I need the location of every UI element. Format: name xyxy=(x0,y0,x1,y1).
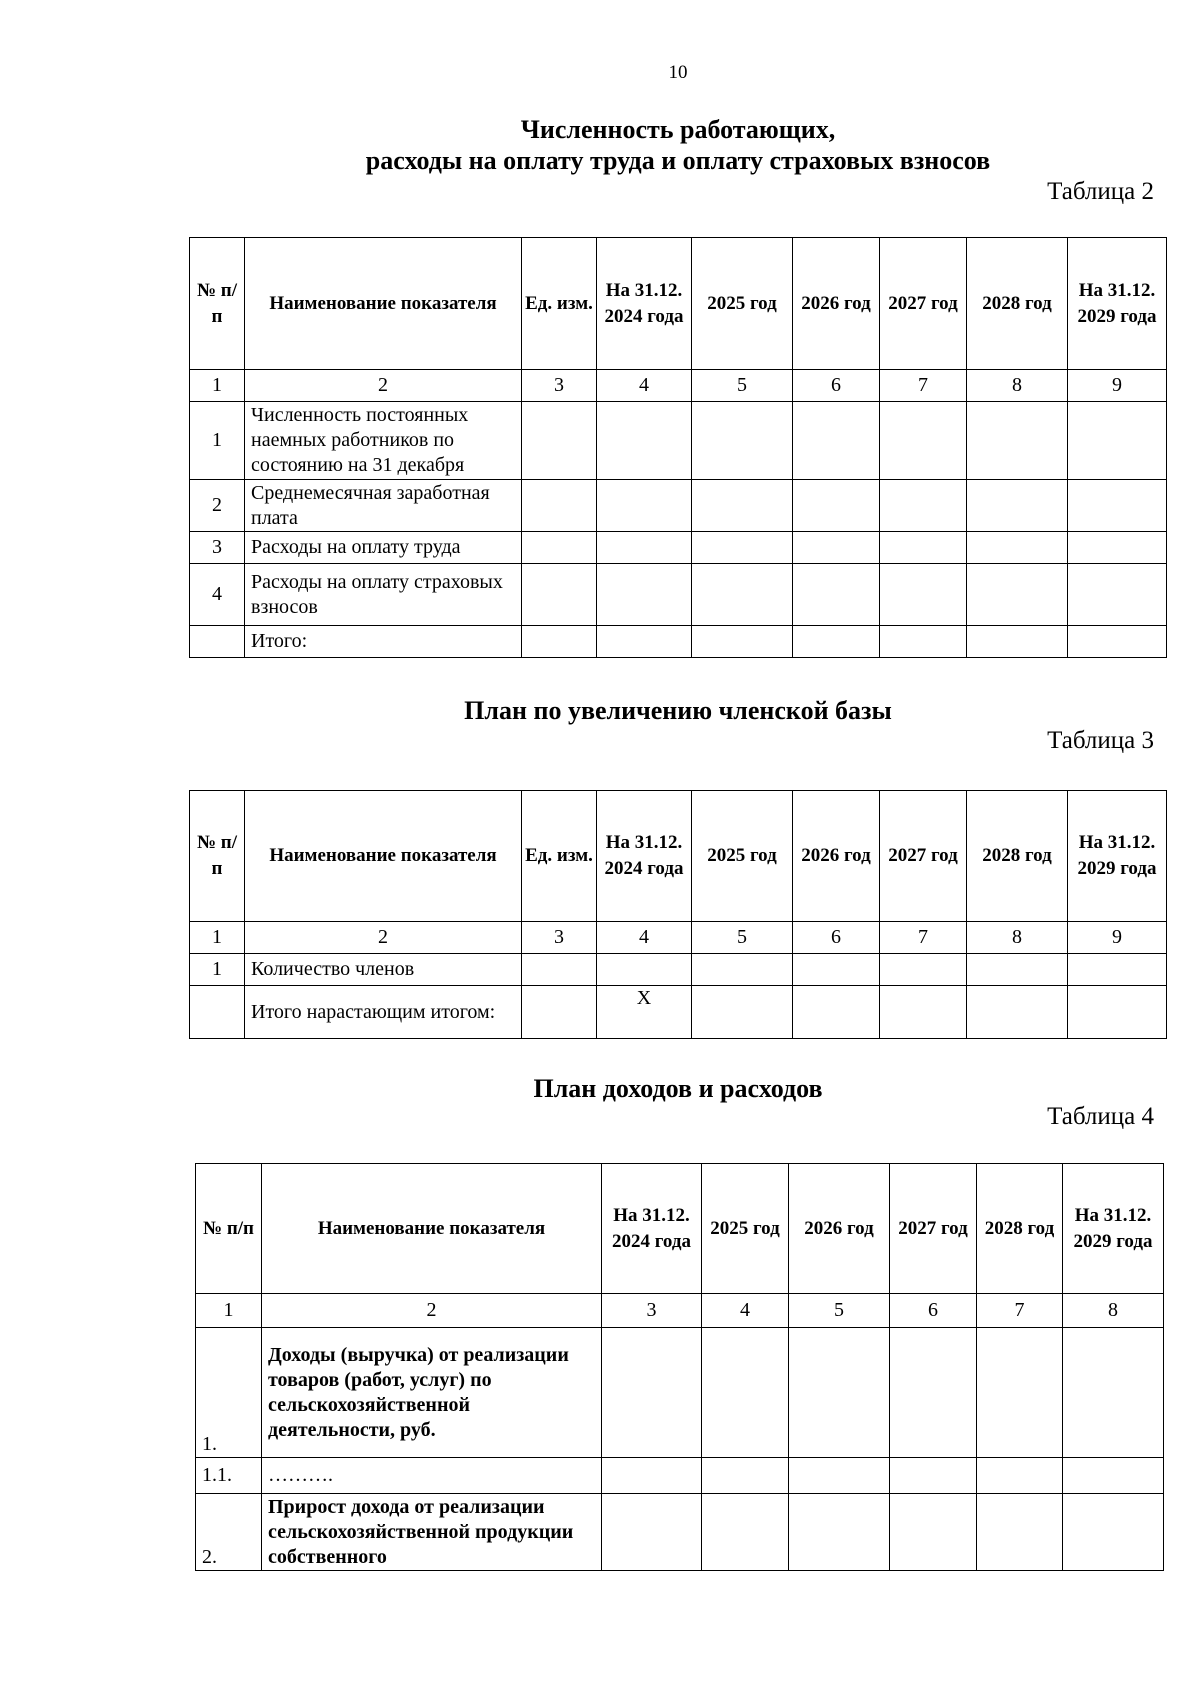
index-row xyxy=(196,1294,1164,1328)
header-cell: Ед. изм. xyxy=(522,238,597,370)
index-cell: 1 xyxy=(190,922,245,954)
row-name: Численность постоянных наемных работников по состоянию на 31 декабря xyxy=(245,402,522,480)
header-cell: 2025 год xyxy=(692,238,793,370)
header-cell: 2026 год xyxy=(789,1164,890,1294)
row-number xyxy=(190,626,245,658)
total-row xyxy=(190,986,1167,1039)
section-title-membership: План по увеличению членской базы xyxy=(464,696,892,725)
header-cell: 2027 год xyxy=(890,1164,977,1294)
table-row xyxy=(190,564,1167,626)
header-cell: На 31.12. 2024 года xyxy=(597,238,692,370)
table-row xyxy=(190,954,1167,986)
header-cell: Наименование показателя xyxy=(245,238,522,370)
row-number: 3 xyxy=(190,532,245,564)
index-cell: 3 xyxy=(602,1294,702,1328)
row-number: 1. xyxy=(196,1328,262,1458)
header-cell: На 31.12. 2024 года xyxy=(597,791,692,922)
row-name: Расходы на оплату труда xyxy=(245,532,522,564)
header-row xyxy=(196,1164,1164,1294)
header-cell: На 31.12. 2029 года xyxy=(1068,791,1167,922)
header-row xyxy=(190,238,1167,370)
index-cell: 5 xyxy=(789,1294,890,1328)
header-row xyxy=(190,791,1167,922)
header-cell: Ед. изм. xyxy=(522,791,597,922)
row-name: Расходы на оплату страховых взносов xyxy=(245,564,522,626)
row-name: Количество членов xyxy=(245,954,522,986)
section-title-income-expenses: План доходов и расходов xyxy=(533,1074,823,1103)
row-number: 1.1. xyxy=(196,1458,262,1494)
table-label-3: Таблица 3 xyxy=(1047,727,1154,754)
header-cell: На 31.12. 2029 года xyxy=(1063,1164,1164,1294)
title-line-2: расходы на оплату труда и оплату страховых взносов xyxy=(365,146,991,175)
row-number: 1 xyxy=(190,402,245,480)
index-cell: 2 xyxy=(245,922,522,954)
index-cell: 5 xyxy=(692,370,793,402)
row-col4: X xyxy=(597,986,692,1039)
index-cell: 6 xyxy=(793,370,880,402)
index-cell: 1 xyxy=(190,370,245,402)
index-cell: 7 xyxy=(977,1294,1063,1328)
header-cell: 2027 год xyxy=(880,791,967,922)
header-cell: Наименование показателя xyxy=(245,791,522,922)
index-cell: 6 xyxy=(890,1294,977,1328)
table-2 xyxy=(189,237,1167,658)
index-cell: 7 xyxy=(880,922,967,954)
index-cell: 8 xyxy=(967,922,1068,954)
index-cell: 7 xyxy=(880,370,967,402)
table-row xyxy=(190,402,1167,480)
row-number: 1 xyxy=(190,954,245,986)
row-name: ………. xyxy=(262,1458,602,1494)
header-cell: Наименование показателя xyxy=(262,1164,602,1294)
table-4 xyxy=(195,1163,1164,1571)
index-cell: 3 xyxy=(522,922,597,954)
index-cell: 6 xyxy=(793,922,880,954)
index-cell: 4 xyxy=(597,370,692,402)
row-name: Прирост дохода от реализации сельскохозяйственной продукции собственного xyxy=(262,1494,602,1571)
header-cell: 2026 год xyxy=(793,791,880,922)
index-cell: 2 xyxy=(262,1294,602,1328)
table-row xyxy=(190,532,1167,564)
row-number: 2 xyxy=(190,480,245,532)
header-cell: 2025 год xyxy=(702,1164,789,1294)
index-cell: 8 xyxy=(1063,1294,1164,1328)
row-number: 2. xyxy=(196,1494,262,1571)
row-number xyxy=(190,986,245,1039)
table-label-2: Таблица 2 xyxy=(1047,178,1154,205)
row-name: Итого: xyxy=(245,626,522,658)
header-cell: № п/п xyxy=(190,238,245,370)
header-cell: № п/п xyxy=(196,1164,262,1294)
header-cell: 2028 год xyxy=(967,238,1068,370)
header-cell: 2025 год xyxy=(692,791,793,922)
header-cell: На 31.12. 2029 года xyxy=(1068,238,1167,370)
header-cell: 2028 год xyxy=(977,1164,1063,1294)
index-cell: 1 xyxy=(196,1294,262,1328)
index-cell: 5 xyxy=(692,922,793,954)
header-cell: 2028 год xyxy=(967,791,1068,922)
index-row xyxy=(190,370,1167,402)
header-cell: 2026 год xyxy=(793,238,880,370)
row-name: Среднемесячная заработная плата xyxy=(245,480,522,532)
row-name: Итого нарастающим итогом: xyxy=(245,986,522,1039)
row-name: Доходы (выручка) от реализации товаров (работ, услуг) по сельскохозяйственной деятельности, руб. xyxy=(262,1328,602,1458)
index-cell: 8 xyxy=(967,370,1068,402)
table-row xyxy=(196,1494,1164,1571)
table-row xyxy=(196,1328,1164,1458)
table-row xyxy=(196,1458,1164,1494)
index-cell: 4 xyxy=(597,922,692,954)
index-cell: 3 xyxy=(522,370,597,402)
title-line-1: Численность работающих, xyxy=(520,115,836,144)
total-row xyxy=(190,626,1167,658)
header-cell: 2027 год xyxy=(880,238,967,370)
index-cell: 2 xyxy=(245,370,522,402)
page-number: 10 xyxy=(668,62,688,83)
table-row xyxy=(190,480,1167,532)
header-cell: № п/п xyxy=(190,791,245,922)
index-cell: 9 xyxy=(1068,922,1167,954)
table-label-4: Таблица 4 xyxy=(1047,1103,1154,1130)
row-col4 xyxy=(597,954,692,986)
section-title-workforce xyxy=(0,114,1200,176)
header-cell: На 31.12. 2024 года xyxy=(602,1164,702,1294)
table-3 xyxy=(189,790,1167,1039)
index-row xyxy=(190,922,1167,954)
index-cell: 9 xyxy=(1068,370,1167,402)
index-cell: 4 xyxy=(702,1294,789,1328)
row-number: 4 xyxy=(190,564,245,626)
